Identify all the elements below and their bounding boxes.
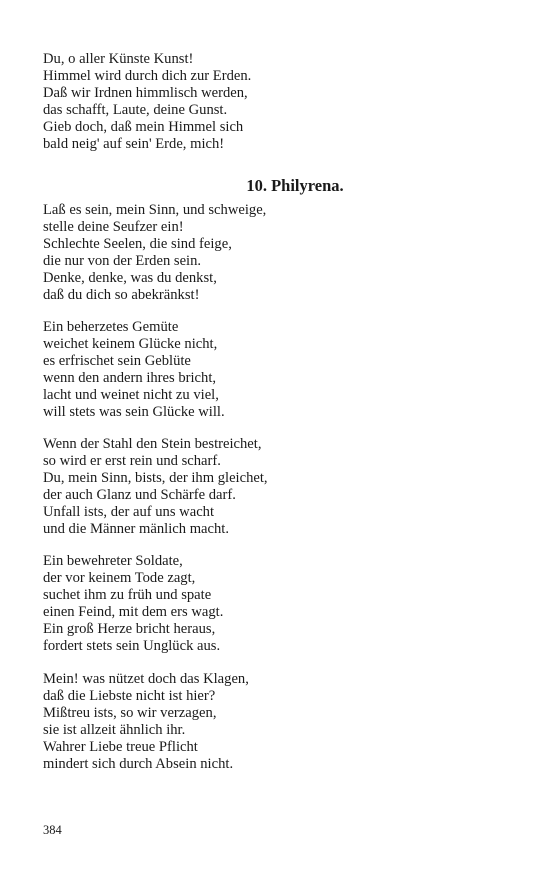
poem-line: Ein groß Herze bricht heraus, [43,621,216,637]
poem-line: der vor keinem Tode zagt, [43,570,196,586]
poem-line: die nur von der Erden sein. [43,253,202,269]
poem-line: das schafft, Laute, deine Gunst. [43,102,228,118]
poem-line: Gieb doch, daß mein Himmel sich [43,119,244,135]
poem-line: Ein beherzetes Gemüte [43,319,179,335]
poem-line: suchet ihm zu früh und spate [43,587,212,603]
poem-line: Denke, denke, was du denkst, [43,270,217,286]
poem-line: der auch Glanz und Schärfe darf. [43,487,236,503]
poem-line: lacht und weinet nicht zu viel, [43,387,219,403]
stanza-1 [43,202,266,304]
poem-line: weichet keinem Glücke nicht, [43,336,218,352]
poem-line: es erfrischet sein Geblüte [43,353,191,369]
poem-line: und die Männer mänlich macht. [43,521,230,537]
poem-line: Daß wir Irdnen himmlisch werden, [43,85,248,101]
stanza-3 [43,436,268,538]
poem-line: so wird er erst rein und scharf. [43,453,221,469]
stanza-2 [43,319,225,421]
poem-line: wenn den andern ihres bricht, [43,370,217,386]
poem-line: einen Feind, mit dem ers wagt. [43,604,224,620]
stanza-previous-poem [43,51,251,153]
poem-line: Schlechte Seelen, die sind feige, [43,236,232,252]
poem-line: fordert stets sein Unglück aus. [43,638,221,654]
poem-line: Mißtreu ists, so wir verzagen, [43,705,217,721]
poem-line: Himmel wird durch dich zur Erden. [43,68,252,84]
poem-line: will stets was sein Glücke will. [43,404,225,420]
poem-title: 10. Philyrena. [246,176,344,195]
stanza-4 [43,553,223,655]
poem-line: bald neig' auf sein' Erde, mich! [43,136,225,152]
poem-line: mindert sich durch Absein nicht. [43,756,234,772]
poem-line: Ein bewehreter Soldate, [43,553,183,569]
stanza-5 [43,671,249,773]
poem-line: sie ist allzeit ähnlich ihr. [43,722,186,738]
poem-line: Unfall ists, der auf uns wacht [43,504,215,520]
poem-line: Mein! was nützet doch das Klagen, [43,671,249,687]
poem-line: Laß es sein, mein Sinn, und schweige, [43,202,267,218]
poem-line: Wahrer Liebe treue Pflicht [43,739,198,755]
poem-line: Wenn der Stahl den Stein bestreichet, [43,436,262,452]
poem-line: daß du dich so abekränkst! [43,287,200,303]
poem-line: stelle deine Seufzer ein! [43,219,184,235]
poem-line: Du, mein Sinn, bists, der ihm gleichet, [43,470,268,486]
page-number: 384 [43,823,62,837]
poem-line: daß die Liebste nicht ist hier? [43,688,216,704]
poem-line: Du, o aller Künste Kunst! [43,51,194,67]
